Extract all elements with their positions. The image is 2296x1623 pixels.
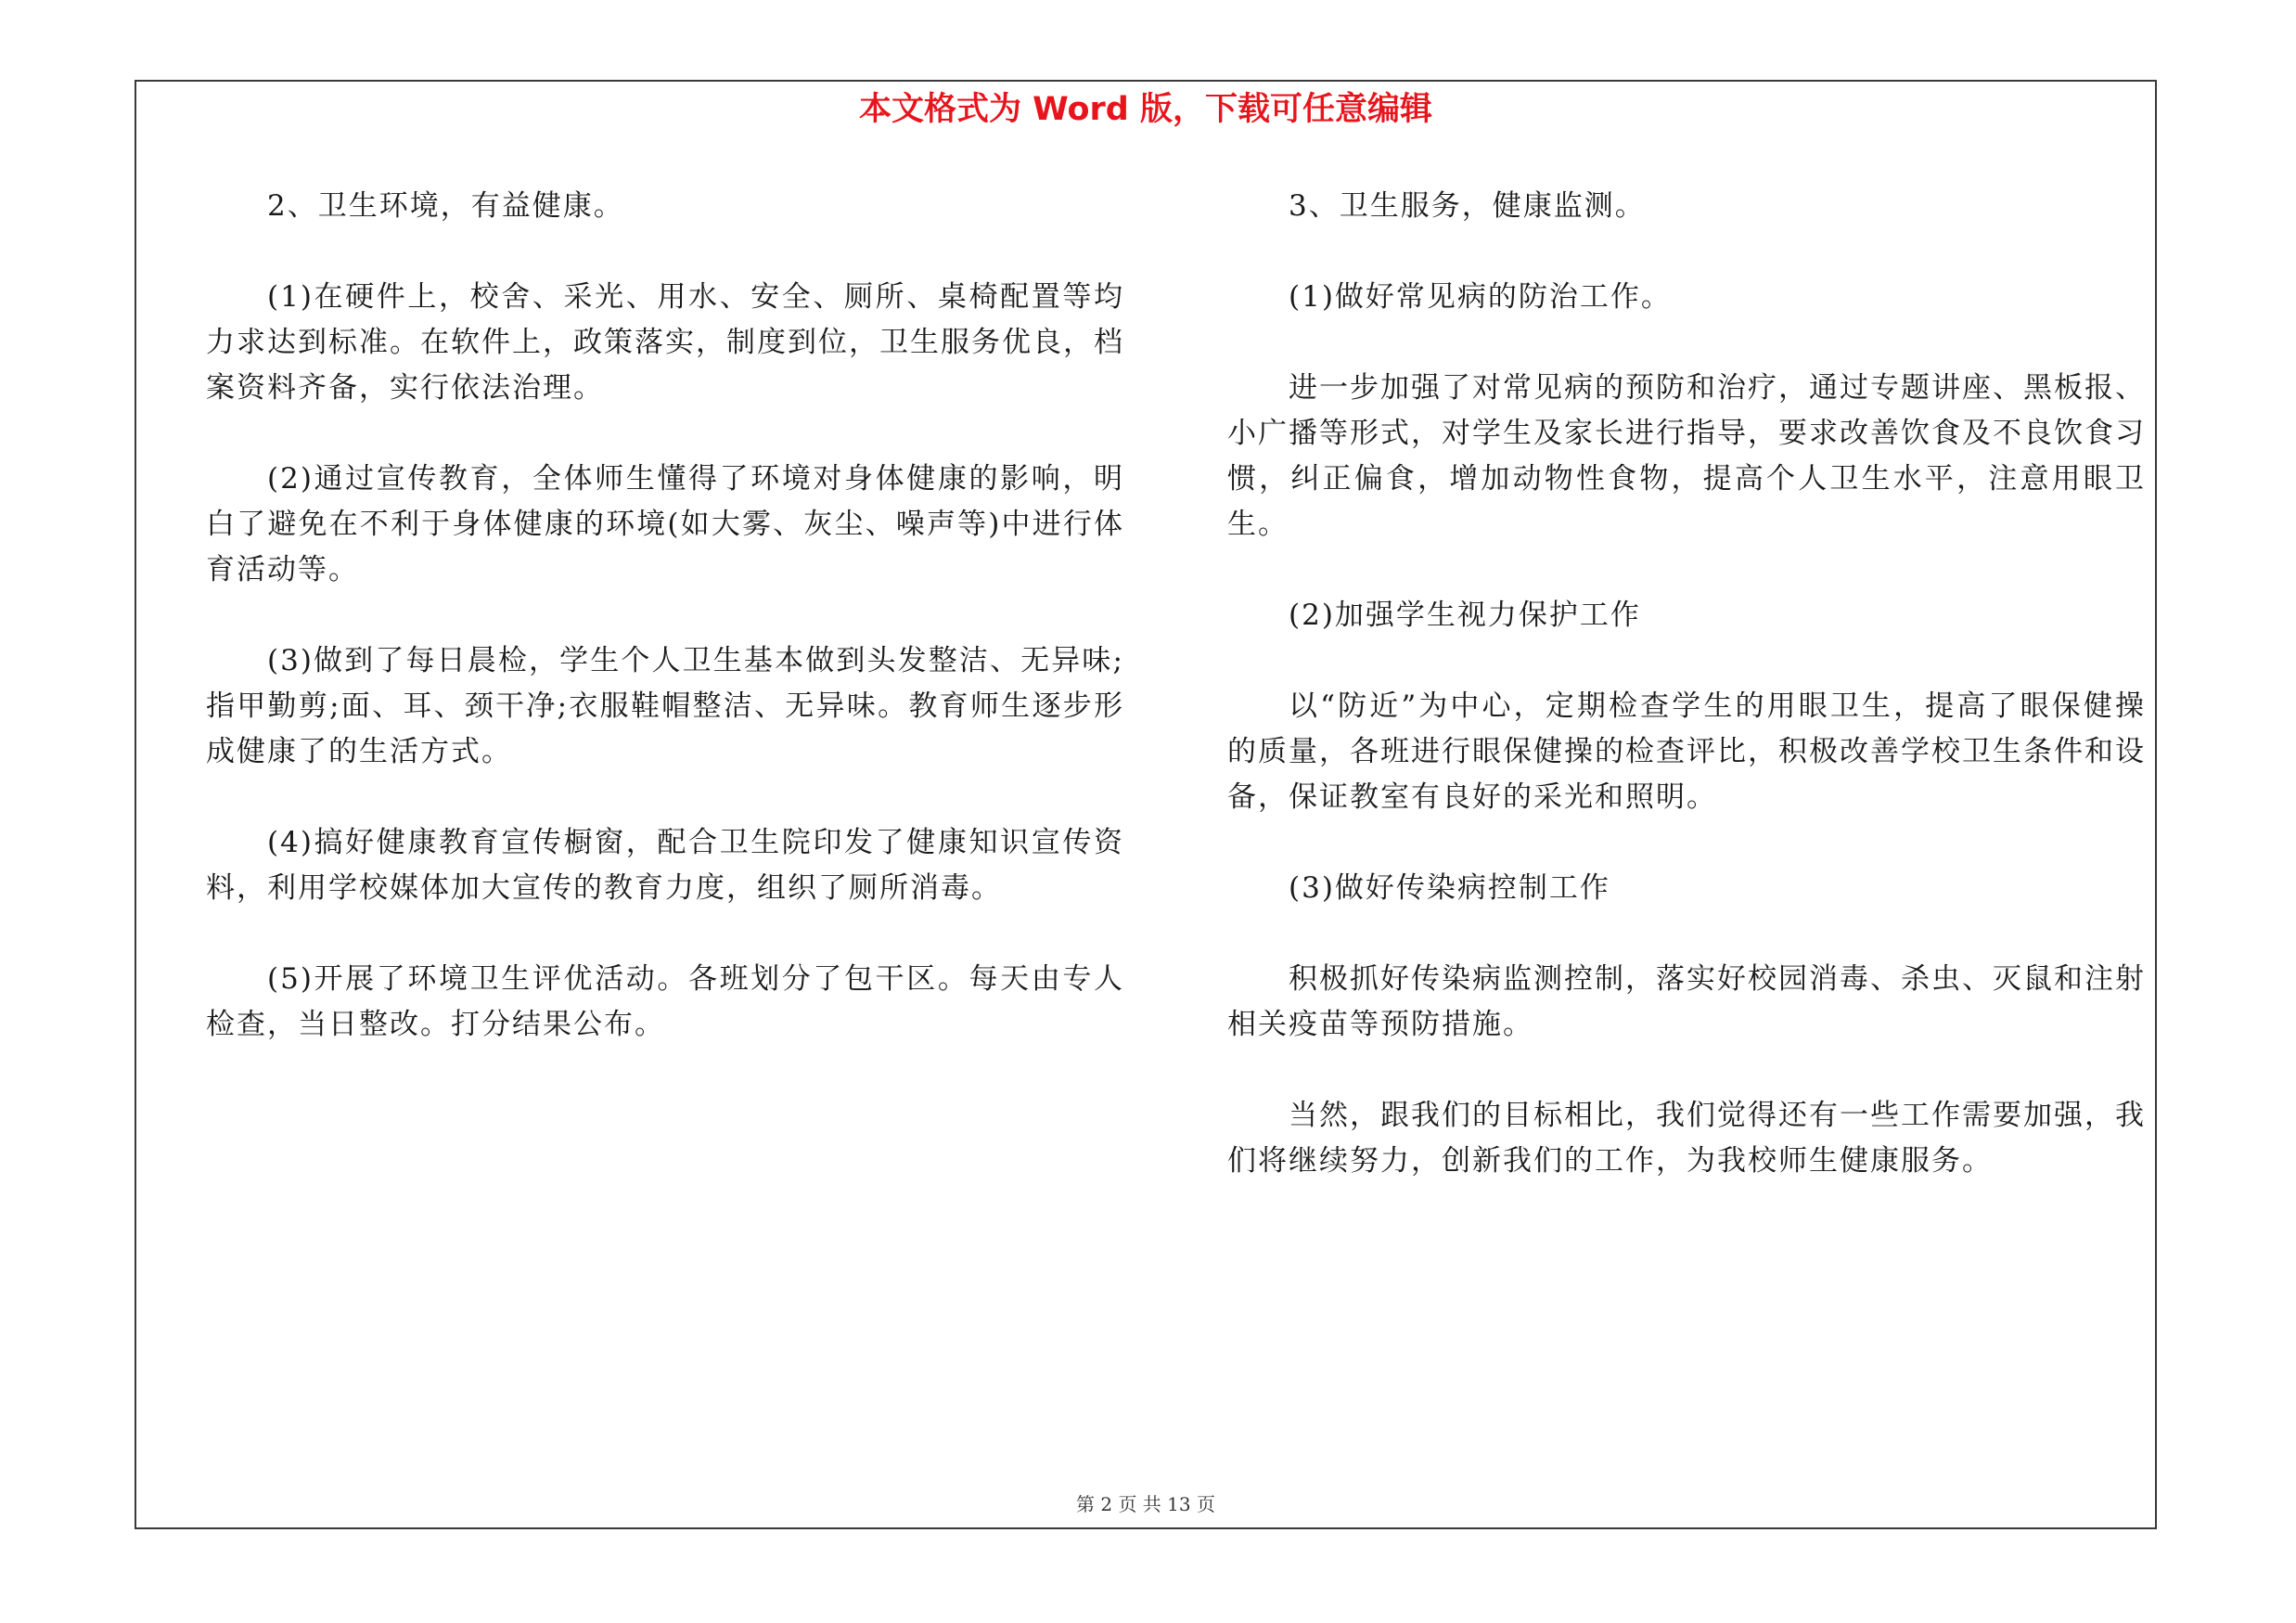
right-paragraph: (2)加强学生视力保护工作 [1289, 599, 1641, 632]
left-paragraph: (4)搞好健康教育宣传橱窗，配合卫生院印发了健康知识宣传资料，利用学校媒体加大宣传的教育力度，组织了厕所消毒。 [206, 826, 1124, 905]
left-paragraph: 2、卫生环境，有益健康。 [267, 189, 624, 223]
right-paragraph: 当然，跟我们的目标相比，我们觉得还有一些工作需要加强，我们将继续努力，创新我们的工作，为我校师生健康服务。 [1227, 1099, 2146, 1178]
right-paragraph: (1)做好常见病的防治工作。 [1289, 280, 1672, 314]
left-paragraph: (1)在硬件上，校舍、采光、用水、安全、厕所、桌椅配置等均力求达到标准。在软件上，政策落实，制度到位，卫生服务优良，档案资料齐备，实行依法治理。 [206, 280, 1124, 405]
left-column [206, 184, 1124, 1048]
right-paragraph: 进一步加强了对常见病的预防和治疗，通过专题讲座、黑板报、小广播等形式，对学生及家长进行指导，要求改善饮食及不良饮食习惯，纠正偏食，增加动物性食物，提高个人卫生水平，注意用眼卫生。 [1227, 371, 2146, 541]
left-paragraph: (2)通过宣传教育，全体师生懂得了环境对身体健康的影响，明白了避免在不利于身体健康的环境(如大雾、灰尘、噪声等)中进行体育活动等。 [206, 462, 1124, 586]
right-paragraph: 以“防近”为中心，定期检查学生的用眼卫生，提高了眼保健操的质量，各班进行眼保健操的检查评比，积极改善学校卫生条件和设备，保证教室有良好的采光和照明。 [1227, 689, 2146, 814]
page-number-footer: 第 2 页 共 13 页 [1076, 1493, 1215, 1515]
right-paragraph: (3)做好传染病控制工作 [1289, 871, 1610, 905]
left-paragraph: (5)开展了环境卫生评优活动。各班划分了包干区。每天由专人检查，当日整改。打分结果公布。 [206, 962, 1124, 1041]
right-paragraph: 积极抓好传染病监测控制，落实好校园消毒、杀虫、灭鼠和注射相关疫苗等预防措施。 [1227, 962, 2146, 1041]
left-paragraph: (3)做到了每日晨检，学生个人卫生基本做到头发整洁、无异味;指甲勤剪;面、耳、颈干净;衣服鞋帽整洁、无异味。教育师生逐步形成健康了的生活方式。 [206, 644, 1124, 768]
right-paragraph: 3、卫生服务，健康监测。 [1289, 189, 1646, 223]
right-column [1227, 184, 2146, 1184]
word-format-banner: 本文格式为 Word 版，下载可任意编辑 [858, 91, 1433, 128]
